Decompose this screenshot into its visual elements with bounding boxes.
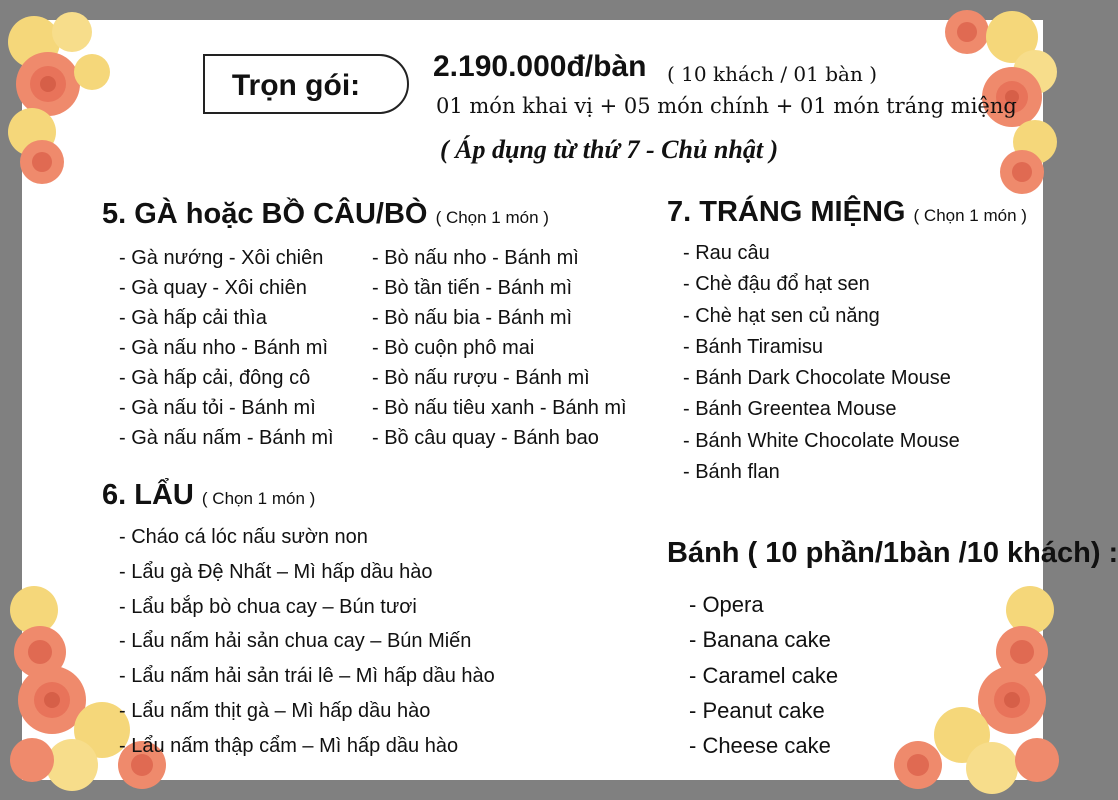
list-item: - Banana cake [689, 627, 831, 653]
list-item: - Bò tần tiến - Bánh mì [372, 277, 573, 299]
list-item: - Bò nấu bia - Bánh mì [372, 307, 573, 329]
guest-count: ( 10 khách / 01 bàn ) [667, 62, 877, 86]
list-item: - Gà quay - Xôi chiên [119, 277, 307, 299]
cakes-list [689, 587, 838, 763]
list-item: - Bò nấu rượu - Bánh mì [372, 367, 590, 389]
list-item: - Bò cuộn phô mai [372, 337, 535, 359]
flower-decoration-bottom-right [882, 580, 1053, 790]
list-item: - Gà nấu tỏi - Bánh mì [119, 397, 316, 419]
list-item: - Caramel cake [689, 662, 839, 688]
section-6-title: 6. LẨU [102, 479, 194, 511]
list-item: - Gà nấu nấm - Bánh mì [119, 427, 334, 449]
section-5-note: ( Chọn 1 món ) [435, 208, 549, 227]
list-item: - Bánh flan [683, 461, 780, 484]
list-item: - Bánh Dark Chocolate Mouse [683, 367, 951, 390]
list-item: - Gà nấu nho - Bánh mì [119, 337, 329, 359]
section-7-note: ( Chọn 1 món ) [913, 206, 1027, 225]
section-6-note: ( Chọn 1 món ) [201, 489, 316, 508]
package-tag [203, 54, 409, 114]
package-price: 2.190.000đ/bàn [433, 50, 647, 83]
course-summary: 01 món khai vị + 05 món chính + 01 món tráng miệng [436, 94, 1017, 118]
apply-days: ( Áp dụng từ thứ 7 - Chủ nhật ) [440, 135, 779, 164]
list-item: - Bánh Tiramisu [683, 335, 824, 358]
list-item: - Bồ câu quay - Bánh bao [372, 427, 599, 449]
section-5-heading [102, 198, 549, 231]
list-item: - Lẩu bắp bò chua cay – Bún tươi [119, 595, 417, 618]
section-7-title: 7. TRÁNG MIỆNG [667, 196, 906, 228]
menu-card [22, 20, 1118, 780]
list-item: - Chè đậu đổ hạt sen [683, 273, 870, 296]
list-item: - Cheese cake [689, 733, 831, 759]
section-6-list [119, 520, 495, 764]
list-item: - Lẩu nấm thập cẩm – Mì hấp dầu hào [119, 734, 459, 757]
cakes-heading: Bánh ( 10 phần/1bàn /10 khách) : [667, 537, 1118, 569]
list-item: - Lẩu nấm hải sản trái lê – Mì hấp dầu hào [119, 665, 495, 688]
section-7-heading [667, 196, 1027, 229]
section-5-list-beef [372, 243, 627, 453]
flower-decoration-top-left [12, 12, 122, 192]
section-5-list-chicken [119, 243, 334, 453]
list-item: - Bò nấu nho - Bánh mì [372, 247, 579, 269]
list-item: - Lẩu gà Đệ Nhất – Mì hấp dầu hào [119, 560, 433, 583]
list-item: - Gà nướng - Xôi chiên [119, 247, 324, 269]
list-item: - Cháo cá lóc nấu sườn non [119, 526, 368, 548]
list-item: - Bánh White Chocolate Mouse [683, 429, 960, 452]
list-item: - Lẩu nấm hải sản chua cay – Bún Miến [119, 630, 472, 653]
section-7-list [683, 238, 960, 488]
list-item: - Opera [689, 592, 764, 617]
list-item: - Bánh Greentea Mouse [683, 398, 897, 421]
section-6-heading [102, 479, 315, 512]
list-item: - Bò nấu tiêu xanh - Bánh mì [372, 397, 627, 419]
list-item: - Peanut cake [689, 697, 825, 723]
list-item: - Gà hấp cải thìa [119, 307, 267, 329]
list-item: - Rau câu [683, 242, 770, 264]
section-5-title: 5. GÀ hoặc BỒ CÂU/BÒ [102, 198, 428, 230]
list-item: - Lẩu nấm thịt gà – Mì hấp dầu hào [119, 699, 431, 722]
package-label: Trọn gói: [231, 69, 361, 102]
list-item: - Chè hạt sen củ năng [683, 304, 880, 327]
list-item: - Gà hấp cải, đông cô [119, 367, 311, 389]
